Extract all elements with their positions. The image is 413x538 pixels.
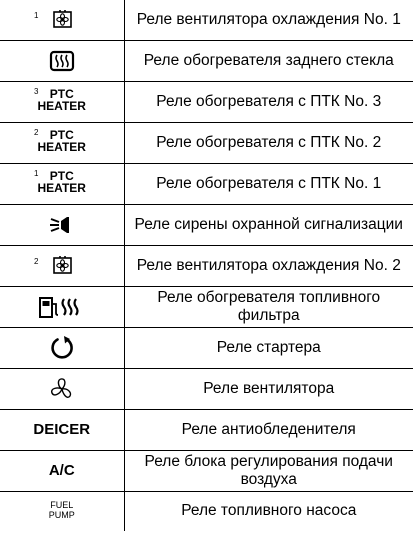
table-row — [0, 491, 413, 531]
table-row — [0, 368, 413, 409]
table-row — [0, 286, 413, 327]
relay-description: Реле обогревателя с ПТК No. 3 — [124, 81, 413, 122]
deicer-label: DEICER — [33, 420, 91, 438]
fuel-pump-label: FUEL PUMP — [48, 499, 75, 520]
symbol-cell — [0, 204, 124, 245]
symbol-cell — [0, 0, 124, 40]
ac-label: A/C — [48, 461, 75, 479]
symbol-cell — [0, 327, 124, 368]
relay-description: Реле топливного насоса — [124, 491, 413, 531]
table-row — [0, 163, 413, 204]
table-row — [0, 204, 413, 245]
relay-description: Реле блока регулирования подачи воздуха — [124, 450, 413, 491]
horn-icon — [48, 215, 76, 235]
table-row — [0, 122, 413, 163]
relay-description: Реле обогревателя с ПТК No. 2 — [124, 122, 413, 163]
table-row — [0, 81, 413, 122]
rear-defogger-icon — [49, 50, 75, 72]
ptc-heater-label: PTC HEATER — [37, 128, 86, 154]
fan-box-icon — [49, 10, 75, 30]
symbol-cell — [0, 409, 124, 450]
relay-description: Реле вентилятора — [124, 368, 413, 409]
relay-description: Реле вентилятора охлаждения No. 2 — [124, 245, 413, 286]
symbol-cell — [0, 368, 124, 409]
row-number: 3 — [34, 86, 39, 96]
fuel-heater-icon — [38, 295, 86, 319]
row-number: 2 — [34, 127, 39, 137]
starter-icon — [49, 335, 75, 361]
fan-box-icon — [49, 256, 75, 276]
symbol-cell — [0, 286, 124, 327]
table-row — [0, 40, 413, 81]
symbol-cell — [0, 81, 124, 122]
relay-description: Реле обогревателя топливного фильтра — [124, 286, 413, 327]
relay-description: Реле обогревателя заднего стекла — [124, 40, 413, 81]
table-row — [0, 0, 413, 40]
row-number: 1 — [34, 168, 39, 178]
fan-icon — [49, 376, 75, 402]
ptc-heater-label: PTC HEATER — [37, 169, 86, 195]
row-number: 2 — [34, 256, 39, 266]
symbol-cell — [0, 122, 124, 163]
symbol-cell — [0, 40, 124, 81]
ptc-heater-label: PTC HEATER — [37, 87, 86, 113]
symbol-cell — [0, 245, 124, 286]
row-number: 1 — [34, 11, 39, 20]
symbol-cell — [0, 491, 124, 531]
table-row — [0, 409, 413, 450]
table-row — [0, 327, 413, 368]
relay-description: Реле вентилятора охлаждения No. 1 — [124, 0, 413, 40]
relay-description: Реле обогревателя с ПТК No. 1 — [124, 163, 413, 204]
symbol-cell — [0, 450, 124, 491]
relay-description: Реле сирены охранной сигнализации — [124, 204, 413, 245]
table-row — [0, 450, 413, 491]
symbol-cell — [0, 163, 124, 204]
relay-description: Реле стартера — [124, 327, 413, 368]
relay-description: Реле антиобледенителя — [124, 409, 413, 450]
table-row — [0, 245, 413, 286]
